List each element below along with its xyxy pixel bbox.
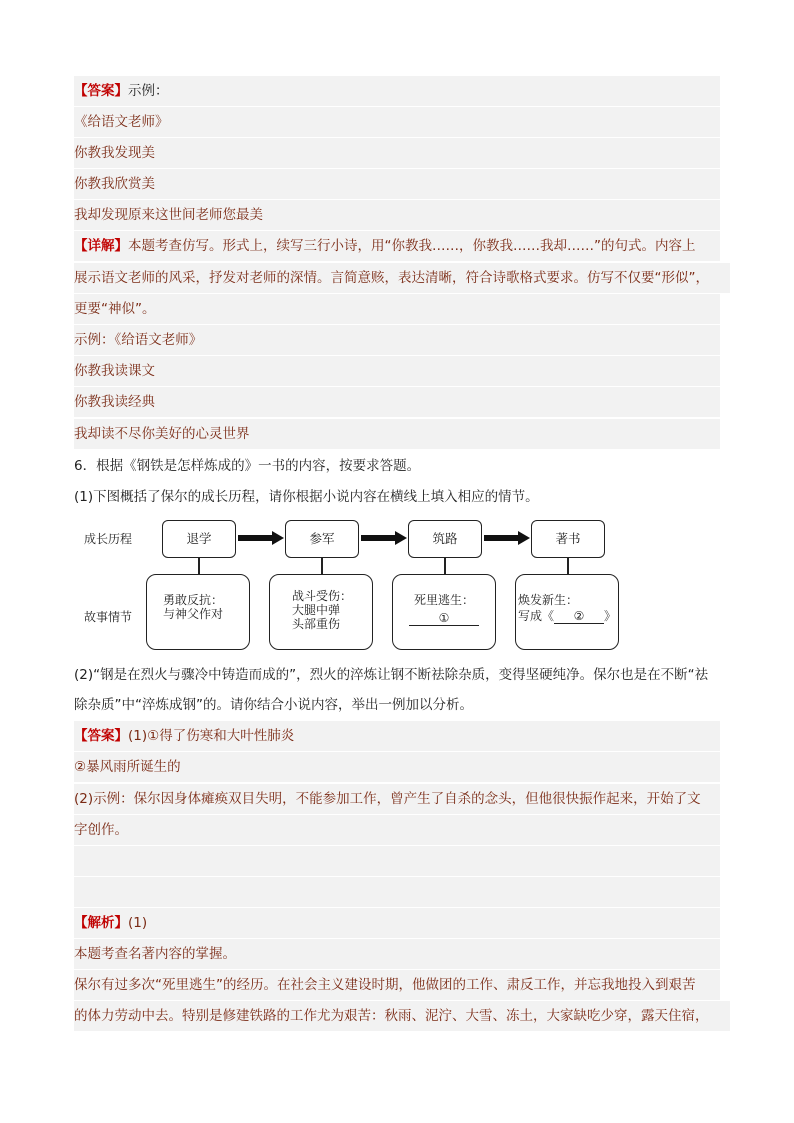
analysis-num: (1): [128, 915, 148, 931]
connector-line: [198, 558, 200, 574]
example-title: 示例：《给语文老师》: [74, 325, 720, 355]
question-part-2-line-1: (2)“钢是在烈火与骤冷中铸造而成的”，烈火的淬炼让钢不断祛除杂质，变得坚硬纯净。保尔也是在不断“祛: [74, 667, 709, 683]
answer-text: (1)①得了伤寒和大叶性肺炎: [128, 728, 295, 744]
row-label-growth: 成长历程: [84, 532, 133, 546]
analysis-line-1: 本题考查名著内容的掌握。: [74, 939, 720, 969]
example-line: 你教我读经典: [74, 387, 720, 417]
plot-box: [515, 574, 619, 650]
question-part-1: (1)下图概括了保尔的成长历程，请你根据小说内容在横线上填入相应的情节。: [74, 489, 539, 505]
detail-line-1: [74, 231, 720, 261]
plot-line: 勇敢反抗：: [163, 593, 224, 607]
connector-line: [567, 558, 569, 574]
blank-1: ①: [409, 611, 479, 626]
analysis-tag: 【解析】: [74, 915, 128, 931]
answer-2-line-1: [74, 721, 720, 751]
detail-tag: 【详解】: [74, 238, 128, 254]
connector-line: [444, 558, 446, 574]
poem-line: 你教我发现美: [74, 138, 720, 168]
analysis-line-2: 保尔有过多次“死里逃生”的经历。在社会主义建设时期，他做团的工作、肃反工作，并忘我地投入到艰苦: [74, 970, 720, 1000]
plot-line: 》: [604, 609, 617, 623]
answer-heading: [74, 76, 720, 106]
plot-line: 焕发新生：: [518, 593, 579, 607]
row-label-story: 故事情节: [84, 610, 133, 624]
stage-box: 参军: [285, 520, 359, 558]
plot-line: 大腿中弹: [292, 603, 341, 617]
example-line: 你教我读课文: [74, 356, 720, 386]
question-stem: 6．根据《钢铁是怎样炼成的》一书的内容，按要求答题。: [74, 458, 421, 474]
answer-tag: 【答案】: [74, 83, 128, 99]
poem-title: 《给语文老师》: [74, 107, 720, 137]
detail-text: 本题考查仿写。形式上，续写三行小诗，用“你教我……，你教我……我却……”的句式。内容上: [128, 238, 696, 254]
blank-row: [74, 877, 720, 907]
answer-2-line-4: 字创作。: [74, 815, 720, 845]
arrow-icon: [361, 531, 409, 545]
answer-tag: 【答案】: [74, 728, 128, 744]
detail-line-3: 更要“神似”。: [74, 294, 720, 324]
plot-line: 与神父作对: [163, 607, 224, 621]
plot-line: 死里逃生：: [413, 593, 474, 607]
poem-line: 我却发现原来这世间老师您最美: [74, 200, 720, 230]
stage-box: 退学: [162, 520, 236, 558]
stage-box: 著书: [531, 520, 605, 558]
plot-box: [269, 574, 373, 650]
detail-line-2: 展示语文老师的风采，抒发对老师的深情。言简意赅，表达清晰，符合诗歌格式要求。仿写不仅要“形似”，: [74, 263, 730, 293]
analysis-heading: [74, 908, 720, 938]
arrow-icon: [484, 531, 532, 545]
answer-2-line-3: (2)示例：保尔因身体瘫痪双目失明，不能参加工作，曾产生了自杀的念头，但他很快振作起来，开始了文: [74, 784, 720, 814]
blank-2: ②: [554, 609, 604, 624]
analysis-line-3: 的体力劳动中去。特别是修建铁路的工作尤为艰苦：秋雨、泥泞、大雪、冻土，大家缺吃少穿，露天住宿，: [74, 1001, 730, 1031]
poem-line: 你教我欣赏美: [74, 169, 720, 199]
question-part-2-line-2: 除杂质”中“淬炼成钢”的。请你结合小说内容，举出一例加以分析。: [74, 697, 473, 713]
arrow-icon: [238, 531, 286, 545]
answer-2-line-2: ②暴风雨所诞生的: [74, 752, 720, 782]
blank-row: [74, 846, 720, 876]
plot-line: 战斗受伤：: [292, 589, 353, 603]
plot-box: [392, 574, 496, 650]
plot-line: 写成《: [518, 609, 555, 623]
growth-diagram: [74, 516, 634, 656]
plot-line: 头部重伤: [292, 617, 341, 631]
plot-box: [146, 574, 250, 650]
stage-box: 筑路: [408, 520, 482, 558]
connector-line: [321, 558, 323, 574]
answer-intro: 示例：: [128, 83, 169, 99]
example-line: 我却读不尽你美好的心灵世界: [74, 419, 720, 449]
